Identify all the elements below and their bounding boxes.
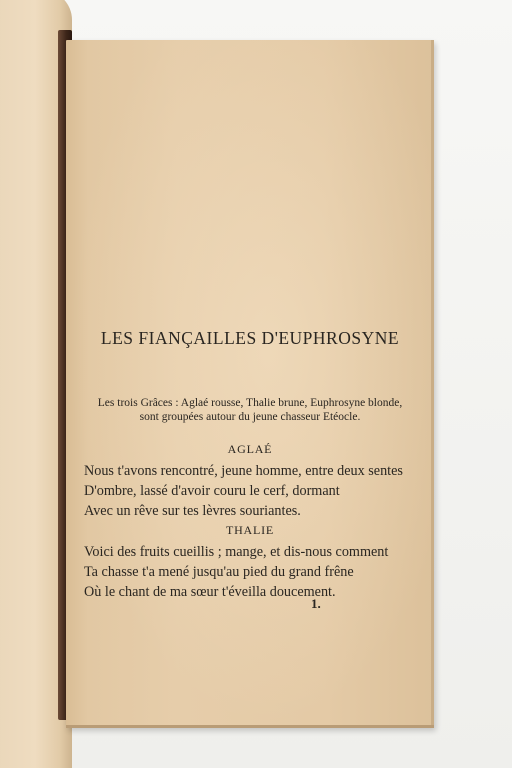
verse-stanza (84, 542, 424, 602)
book-page (66, 40, 434, 728)
signature-mark: 1. (311, 596, 321, 611)
stage-direction-line: sont groupées autour du jeune chasseur Etéocle. (139, 411, 361, 423)
verse-line: Nous t'avons rencontré, jeune homme, entre deux sentes (84, 463, 403, 479)
verse-line: Où le chant de ma sœur t'éveilla doucement. (84, 584, 336, 600)
stage-direction (80, 396, 420, 424)
speaker-name: AGLAÉ (227, 442, 273, 456)
verse-line: Avec un rêve sur tes lèvres souriantes. (84, 503, 301, 519)
verse-line: D'ombre, lassé d'avoir couru le cerf, dormant (84, 483, 340, 499)
page-bottom-edge (66, 725, 434, 728)
verse-line: Ta chasse t'a mené jusqu'au pied du grand frêne (84, 564, 354, 580)
speaker-name: THALIE (225, 523, 275, 537)
page-title: LES FIANÇAILLES D'EUPHROSYNE (100, 328, 400, 348)
page-edge (431, 40, 434, 728)
verse-stanza (84, 461, 424, 521)
stage-direction-line: Les trois Grâces : Aglaé rousse, Thalie brune, Euphrosyne blonde, (97, 397, 403, 409)
verse-line: Voici des fruits cueillis ; mange, et dis-nous comment (84, 544, 389, 560)
